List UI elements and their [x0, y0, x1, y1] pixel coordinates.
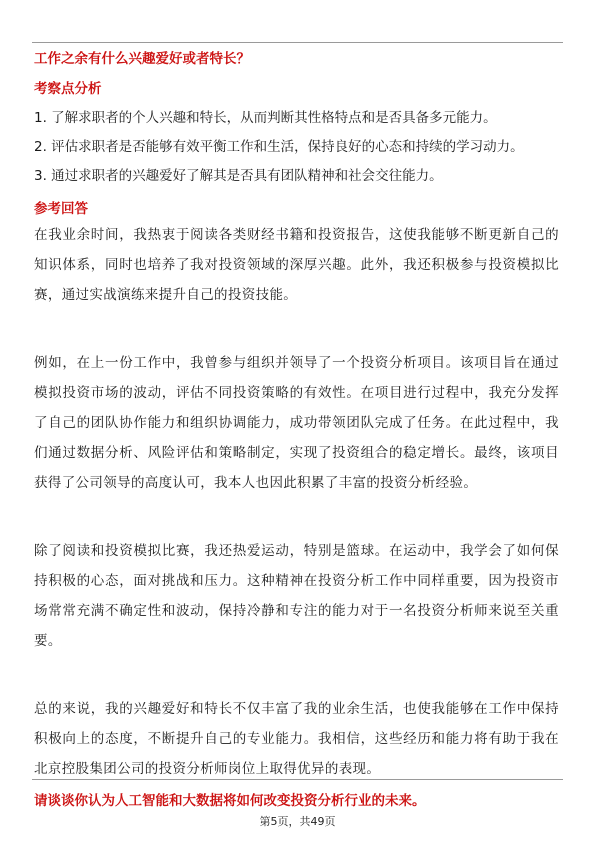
answer-body: [34, 220, 559, 822]
question-heading: 工作之余有什么兴趣爱好或者特长？: [34, 51, 250, 67]
analysis-points-list: [34, 104, 561, 191]
answer-section-label: 参考回答: [34, 201, 88, 217]
answer-paragraph: 总的来说，我的兴趣爱好和特长不仅丰富了我的业余生活，也使我能够在工作中保持积极向上的态度，不断提升自己的专业能力。我相信，这些经历和能力将有助于我在北京控股集团公司的投资分析师岗位上取得优异的表现。: [34, 701, 559, 777]
answer-paragraph: 除了阅读和投资模拟比赛，我还热爱运动，特别是篮球。在运动中，我学会了如何保持积极的心态，面对挑战和压力。这种精神在投资分析工作中同样重要，因为投资市场常常充满不确定性和波动，保持冷静和专注的能力对于一名投资分析师来说至关重要。: [34, 543, 559, 649]
answer-paragraph: 在我业余时间，我热衷于阅读各类财经书籍和投资报告，这使我能够不断更新自己的知识体系，同时也培养了我对投资领域的深厚兴趣。此外，我还积极参与投资模拟比赛，通过实战演练来提升自己的投资技能。: [34, 227, 559, 303]
top-divider: [32, 42, 563, 43]
analysis-point: 1. 了解求职者的个人兴趣和特长，从而判断其性格特点和是否具备多元能力。: [34, 110, 497, 126]
answer-paragraph: 例如，在上一份工作中，我曾参与组织并领导了一个投资分析项目。该项目旨在通过模拟投资市场的波动，评估不同投资策略的有效性。在项目进行过程中，我充分发挥了自己的团队协作能力和组织协调能力，成功带领团队完成了任务。在此过程中，我们通过数据分析、风险评估和策略制定，实现了投资组合的稳定增长。最终，该项目获得了公司领导的高度认可，我本人也因此积累了丰富的投资分析经验。: [34, 355, 559, 491]
analysis-point: 3. 通过求职者的兴趣爱好了解其是否具有团队精神和社会交往能力。: [34, 168, 443, 184]
next-question-heading: 请谈谈你认为人工智能和大数据将如何改变投资分析行业的未来。: [34, 793, 426, 809]
analysis-point: 2. 评估求职者是否能够有效平衡工作和生活，保持良好的心态和持续的学习动力。: [34, 139, 524, 155]
bottom-divider: [32, 779, 563, 780]
analysis-section-label: 考察点分析: [34, 81, 102, 97]
page-number: 第5页，共49页: [259, 815, 336, 828]
